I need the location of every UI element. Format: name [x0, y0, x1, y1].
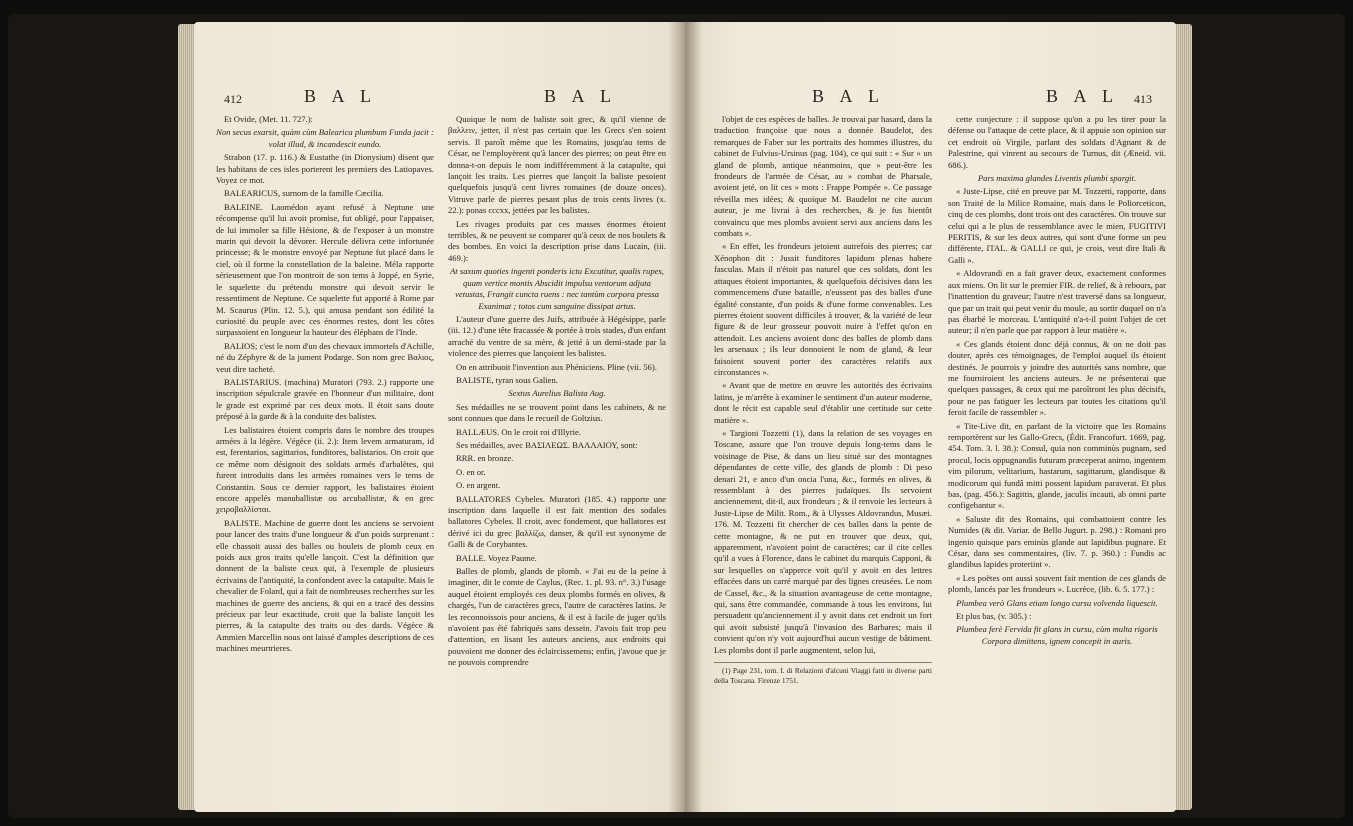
paragraph: At saxum quoties ingenti ponderis ictu Excutitur, qualis rupes, quam vertice montis Abscidit impulsu ventorum adjuta vetustas, Frangit cuncta ruens : nec tantùm corpora pressa Exanimat ; totos cum sanguine dissipat artus.	[450, 266, 664, 311]
paragraph: BALLÆUS. On le croit roi d'Illyrie.	[456, 426, 581, 437]
running-head: B A L	[304, 86, 378, 106]
paragraph: « Juste-Lipse, cité en preuve par M. Tozzetti, rapporte, dans son Traité de la Milice Romaine, mais dans le Poliorceticon, cinq de ces plombs, dont trois ont des caractères. On trouve sur celui qui a le plus de ressemblance avec le mien, FUGITIVI PERITIS, & sur les deux autres, qui sont d'une forme un peu différente, ITAL. & GALLI ce qui, je crois, veut dire Itali & Galli ».	[948, 186, 1166, 265]
paragraph: (1) Page 231, tom. I. di Relazioni d'alcuni Viaggi fatti in diverse parti della Toscana. Firenze 1751.	[714, 662, 932, 685]
text-column-left	[714, 114, 932, 687]
paragraph: BALEARICUS, surnom de la famille Cæcilia.	[224, 188, 384, 199]
paragraph: BALISTE. Machine de guerre dont les anciens se servoient pour lancer des traits d'une longueur & d'un poids surprenant : elle chassoit aussi des balles ou boulets de plomb ceux en poids aux gros traits qu'elle lançoit. C'est la définition que donnent de la baliste ceux qui, à l'exemple de plusieurs écrivains de l'antiquité, la confondent avec la catapulte. Mais le chevalier de Folard, qui a fait de nombreuses recherches sur les machines de guerre des anciens, & qui en a tracé des dessins précieux par leur exactitude, croit que la baliste lançoit les pierres, & la catapulte des traits ou des dards. Végèce & Ammien Marcellin nous ont laissé d'amples descriptions de ces machines meurtrieres.	[216, 517, 434, 654]
text-column-left	[216, 114, 434, 657]
paragraph: Non secus exarsit, quàm cùm Balearica plumbum Funda jacit : volat illud, & incandescit eundo.	[216, 127, 434, 149]
paragraph: « Saluste dit des Romains, qui combattoient contre les Numides (& dit. Variar. de Bello Jugurt. p. 298.) : Romani pro ingenio quisque pars eminùs glande aut lapidibus pugnare. Et César, dans ses commentaires, (liv. 7. p. 360.) : Fundis ac glandibus lapides proteriint ».	[948, 513, 1166, 570]
paragraph: Plumbea ferè Fervida fit glans in cursu, cùm multa rigoris Corpora dimittens, ignem concepit in auris.	[956, 624, 1158, 646]
paragraph: On en attribuoit l'invention aux Phéniciens. Pline (vii. 56).	[456, 361, 657, 372]
paragraph: Balles de plomb, glands de plomb. « J'ai eu de la peine à imaginer, dit le comte de Caylus, (Rec. 1. pl. 93. n°. 3.) l'usage auquel étoient employés ces deux plombs formés en olives, & chargés, l'un de caractères grecs, l'autre de caractères latins. Je les reconnoissois pour anciens, & il est à facile de juger qu'ils n'avoient pas été fabriqués sans dessein. J'avois fait trop peu d'attention, en lisant les auteurs anciens, aux endroits qui pouvoient me donner des éclaircissemens; enfin, j'avoue que je ne pouvois comprendre	[448, 566, 666, 668]
paragraph: Plumbea verò Glans etiam longo cursu volvenda liquescit.	[956, 597, 1158, 608]
text-column-right	[448, 114, 666, 671]
page-number: 412	[224, 92, 242, 106]
paragraph: « Aldovrandi en a fait graver deux, exactement conformes aux miens. On lit sur le premier FIR. de relief, & à rebours, par l'inattention du graveur; l'autre n'est traversé dans sa longueur, que par un trait qui peut venir du moule, au sortir duquel on n'a pas ébarbé le morceau. L'antiquité n'a-t-il point l'objet de cet auteur; il n'en parle que par rapport à leur matière ».	[948, 268, 1166, 336]
right-page	[684, 22, 1176, 812]
running-head-col2: B A L	[1046, 86, 1120, 106]
paragraph: cette conjecture : il suppose qu'on a pu les tirer pour la défense ou l'attaque de cette place, & il appuie son opinion sur cet endroit où Virgile, parlant des soldats d'Agnant & de Palestrine, qui vinrent au secours de Turnus, dit (Æneid. vii. 686.).	[948, 114, 1166, 170]
left-page	[194, 22, 684, 812]
book-spread	[8, 14, 1345, 818]
text-column-right	[948, 114, 1166, 649]
paragraph: Quoique le nom de baliste soit grec, & qu'il vienne de βαλλειν, jetter, il n'est pas certain que les Grecs s'en soient servis. Il paroît même que les Romains, jusqu'au tems de César, ne l'employèrent qu'à lancer des pierres; on peut être en donna-t-on depuis le nom indifféremment à la catapulte, qui lançoit les traits. Les pierres que lançoit la baliste pesoient quelquefois jusqu'à cent livres romaines (de douze onces). Vitruve parle de pierres pesant plus de trois cents livres (x. 22.): ponas cccxx, jettées par les balistes.	[448, 114, 666, 216]
paragraph: BALISTARIUS. (machina) Muratori (793. 2.) rapporte une inscription sépulcrale gravée en l'honneur d'un militaire, dont le grade est exprimé par ces deux mots. Il étoit sans doute préposé à la garde & à la conduite des balistes.	[216, 376, 434, 422]
paragraph: Les balistaires étoient compris dans le nombre des troupes armées à la légère. Végèce (ii. 2.): Item levem armaturam, id est, ferentarios, sagittarios, funditores, balistarios. On croit que ce même nom désignoit des soldats armés d'arbalètes, qui furent introduits dans les armées romaines vers le tems de Constantin. Sous ce dernier rapport, les balistaires étoient encore appelés manuballistæ ou arcuballistæ, & en grec χειροβαλλίσται.	[216, 424, 434, 515]
paragraph: O. en argent.	[456, 480, 501, 491]
paragraph: Et plus bas, (v. 305.) :	[956, 611, 1032, 622]
paragraph: « Les poëtes ont aussi souvent fait mention de ces glands de plomb, lancés par les frondeurs ». Lucrèce, (lib. 6. 5. 177.) :	[948, 572, 1166, 595]
paragraph: RRR. en bronze.	[456, 453, 514, 464]
running-head: B A L	[812, 86, 886, 106]
paragraph: BALEINE. Laomédon ayant refusé à Neptune une récompense qu'il lui avoit promise, fut obligé, pour l'appaiser, de lui immoler sa fille Hésione, & de l'exposer à un monstre marin qui devoit la dévorer. Hercule délivra cette infortunée princesse; & le monstre envoyé par Neptune fut placé dans le ciel, où il forme la constellation de la baleine. Méla rapporte sérieusement que l'on montroit de son tems à Joppé, en Syrie, le squelette du prétendu monstre qui devoit servir le ressentiment de Neptune. Ce squelette fut apporté à Rome par M. Scaurus (Plin. 12. 5.), qui amusa pendant son édilité la curiosité du peuple avec ces énormes restes, dont les côtes surpassoient en longueur la hauteur des éléphans de l'Inde.	[216, 201, 434, 338]
paragraph: Strabon (17. p. 116.) & Eustathe (in Dionysium) disent que les habitans de ces isles porterent les premiers des Latiopaves. Voyez ce mot.	[216, 152, 434, 186]
paragraph: L'auteur d'une guerre des Juifs, attribuée à Hégésippe, parle (iii. 12.) d'une tête fracassée & portée à trois stades, d'un enfant arraché du ventre de sa mère, & jetté à un demi-stade par la violence des pierres que lançoient les balistes.	[448, 313, 666, 359]
paragraph: Sextus Aurelius Balista Aug.	[508, 388, 606, 399]
paragraph: Ses médailles ne se trouvent point dans les cabinets, & ne sont connues que dans le recueil de Goltzius.	[448, 401, 666, 424]
paragraph: « Targioni Tozzetti (1), dans la relation de ses voyages en Toscane, assure que l'on trouve depuis long-tems dans le voisinage de Pise, & dans un lieu situé sur des montagnes dépendantes de cette ville, des glands de plomb : Di peso denari 21, e anco d'un oncia l'una, &c., formés en olives, & ressemblant à des pierres judaïques. Ils servoient anciennement, dit-il, aux frondeurs ; & il renvoie les lecteurs à Juste-Lipse de Milit. Rom., & à Ulysses Aldovrandus, Musæi. 176. M. Tozzetti fit chercher de ces balles dans la pente de cette montagne, & ne put en trouver que deux, qui, apparemment, n'avoient point de caractères; car il cite celles qu'il a vues à Florence, dans le cabinet du marquis Capponi, & sur lesquelles on s'apperce voit qu'il y avoit en des lettres effacées dans un carré marqué par des lignes creusées. Le nom de Cassel, &c., & la situation avantageuse de cette montagne, qui, sans être commandée, commande à tous les environs, lui persuadent qu'anciennement il y avoit dans cet endroit un fort qui avoit subsisté jusqu'à l'invasion des Barbares; mais il convient qu'on n'y voit aujourd'hui aucun vestige de bâtiment. Les plombs dont il parle augmentent, selon lui,	[714, 427, 932, 655]
paragraph: BALIOS; c'est le nom d'un des chevaux immortels d'Achille, né du Zéphyre & de la jument Podarge. Son nom grec Βαλιος, veut dire tacheté.	[216, 340, 434, 374]
paragraph: l'objet de ces espèces de balles. Je trouvai par hasard, dans la traduction françoise que nous a donnée Baudelot, des remarques de Faber sur les portraits des hommes illustres, du cabinet de Fulvius-Ursinus (pag. 104), ce qui suit : « Sur » un gland de plomb, antique néanmoins, que » peut-être les frondeurs de l'armée de César, au » combat de Pharsale, avoient jeté, on lit ces » mots : Frappe Pompée ». Ce passage réveilla mes idées; & quoique M. Baudelot ne cite aucun auteur, je me livrai à des recherches, & je fus bientôt convaincu que mes plombs avoient servi aux anciens dans les combats ».	[714, 114, 932, 239]
paragraph: BALLE. Voyez Paume.	[456, 552, 537, 563]
paragraph: « Avant que de mettre en œuvre les autorités des écrivains latins, je m'arrête à examiner le sentiment d'un auteur moderne, dont le récit est capable seul d'établir une certitude sur cette matière ».	[714, 380, 932, 425]
paragraph: O. en or.	[456, 466, 486, 477]
paragraph: « Ces glands étoient donc déjà connus, & on ne doit pas douter, après ces témoignages, de l'emploi auquel ils étoient destinés. Je pourrois y joindre des autorités sans nombre, que me fourniroient les anciens auteurs. Je ne présenterai que quelques passages, & ceux qui me paroîtront les plus décisifs, pour ne pas fatiguer les lecteurs par toutes les citations qu'il feroit facile de rassembler ».	[948, 338, 1166, 418]
paragraph: BALISTE, tyran sous Galien.	[456, 374, 558, 385]
paragraph: Les rivages produits par ces masses énormes étoient terribles, & ne peuvent se comparer qu'à ceux de nos boulets & des bombes. En voici la description prise dans Lucain, (iii. 469.):	[448, 218, 666, 263]
paragraph: BALLATORES Cybeles. Muratori (185. 4.) rapporte une inscription dans laquelle il est fait mention des sodales ballatores Cybeles. Il croit, avec fondement, que ballatores est dérivé ici du grec βαλλίζω, danser, & qu'il est synonyme de Galli & de Corybantes.	[448, 493, 666, 550]
paragraph: Ses médailles, avec ΒΑΣΙΛΕΩΣ. ΒΑΛΛΑΙΟΥ, sont:	[456, 439, 638, 450]
paragraph: Et Ovide, (Met. 11. 727.):	[224, 114, 313, 124]
paragraph: « En effet, les frondeurs jetoient autrefois des pierres; car Xénophon dit : Jussit funditores lapidum plenas habere fasculas. Mais il n'étoit pas naturel que ces soldats, dont les attaques étoient importantes, & quelquefois décisives dans les commencemens d'une bataille, n'eussent pas des balles d'une égalité constante, d'un poids & d'une forme convenables. Les pierres étoient souvent difficiles à trouver, & la variété de leur figure & de leur grosseur pouvoit nuire à l'effet qu'on en attendoit. Les anciens avoient donc des balles de plomb dans les arsenaux ; ils leur donnoient le nom de gland, & leur faisoient souvent porter des caractères relatifs aux circonstances ».	[714, 241, 932, 377]
paragraph: « Tite-Live dit, en parlant de la victoire que les Romains remportèrent sur les Gallo-Grecs, (Édit. Francofurt. 1669, pag. 454. Tom. 3. l. 38.): Consul, quia non comminùs pugnam, sed procul, locis oppugnandis futuram præceperat animo, ingentem vim pilorum, velitarium, hastarum, sagittarum, glandisque & modicorum qui fundâ mitti possent lapidum paraverat. Et plus bas, (pag. 456.): Sagittis, glande, jaculis incauti, ab omni parte configebantur ».	[948, 420, 1166, 511]
right-page-edges	[1174, 24, 1192, 810]
paragraph: Pars maxima glandes Liventis plumbi spargit.	[977, 173, 1137, 184]
running-head-col2: B A L	[544, 86, 618, 106]
page-number: 413	[1134, 92, 1152, 106]
